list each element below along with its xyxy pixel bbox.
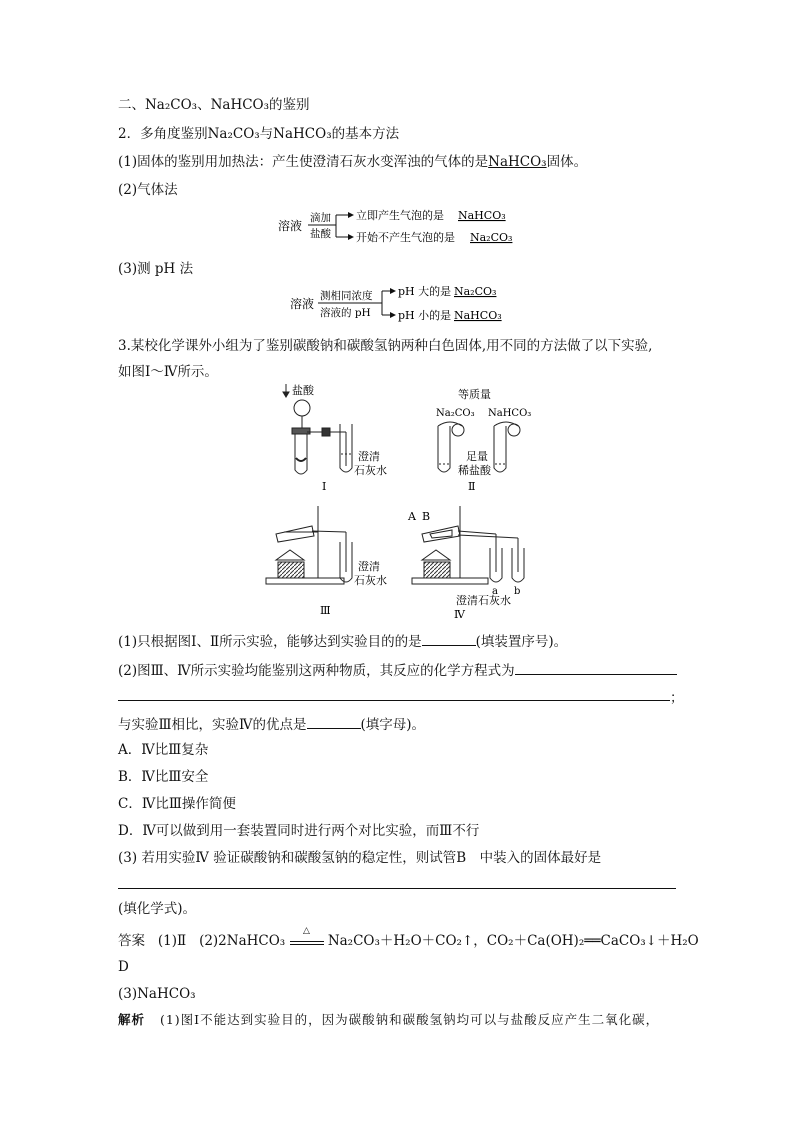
fig4-label-b-upper: B (422, 510, 431, 523)
gas-method-scheme (270, 203, 530, 251)
gas-arrow-bottom: 盐酸 (310, 228, 331, 240)
answer-3: (3)NaHCO₃ (118, 986, 196, 1002)
option-c: C．Ⅳ比Ⅲ操作简便 (118, 796, 236, 812)
m1-text: (1)固体的鉴别用加热法：产生使澄清石灰水变浑浊的气体的是 (118, 154, 489, 170)
ph-method-scheme (286, 281, 516, 329)
section-title: 二、Na₂CO₃、NaHCO₃的鉴别 (118, 97, 310, 113)
gas-result-1-answer: NaHCO₃ (458, 209, 506, 222)
q3-part1 (118, 631, 567, 651)
ph-result-1-answer: Na₂CO₃ (454, 285, 497, 298)
q3-part3: (3) 若用实验Ⅳ 验证碳酸钠和碳酸氢钠的稳定性，则试管B 中装入的固体最好是 (118, 850, 602, 866)
answer-2-pre: (2)2NaHCO₃ (199, 933, 286, 949)
fig4-lime: 澄清石灰水 (456, 594, 511, 607)
q3-part2b-text: 与实验Ⅲ相比，实验Ⅳ的优点是 (118, 717, 307, 733)
fig1-hcl-label: 盐酸 (292, 384, 314, 397)
fig2-equal-mass: 等质量 (458, 388, 491, 401)
q3-part2 (118, 660, 677, 680)
analysis-label: 解析 (118, 1012, 146, 1027)
q3-intro-line2: 如图Ⅰ～Ⅳ所示。 (118, 364, 218, 380)
ph-arrow-bottom: 溶液的 pH (320, 307, 371, 319)
fig3-number: Ⅲ (320, 604, 331, 617)
fig1-number: Ⅰ (322, 480, 327, 493)
fig2-acid-2: 稀盐酸 (458, 464, 491, 477)
q3-part1-text: (1)只根据图Ⅰ、Ⅱ所示实验，能够达到实验目的的是 (118, 634, 422, 650)
gas-start: 溶液 (278, 219, 303, 233)
heat-equal-sign (290, 926, 324, 945)
heat-triangle-icon: △ (303, 926, 310, 936)
m1-answer: NaHCO₃ (488, 154, 547, 170)
q3-part2-blank-1[interactable] (515, 660, 677, 675)
fig4-number: Ⅳ (454, 608, 465, 621)
fig3-lime-1: 澄清 (358, 560, 380, 573)
figure-1 (283, 384, 352, 474)
q3-part3-blank[interactable] (118, 888, 676, 889)
analysis-line (118, 1011, 659, 1029)
q2-method-heating (118, 153, 587, 171)
fig1-lime-2: 石灰水 (354, 464, 387, 477)
q3-part1-blank[interactable] (422, 631, 476, 646)
q3-intro-line1: 3.某校化学课外小组为了鉴别碳酸钠和碳酸氢钠两种白色固体,用不同的方法做了以下实验, (118, 338, 653, 354)
ph-result-2-answer: NaHCO₃ (454, 309, 502, 322)
gas-result-2-answer: Na₂CO₃ (470, 231, 513, 244)
fig2-na2co3: Na₂CO₃ (436, 408, 475, 419)
gas-result-1: 立即产生气泡的是 (356, 209, 444, 222)
q2-title: 2．多角度鉴别Na₂CO₃与NaHCO₃的基本方法 (118, 126, 400, 142)
answer-1: (1)Ⅱ (157, 933, 187, 949)
ph-arrow-top: 测相同浓度 (320, 290, 373, 302)
ph-start: 溶液 (290, 297, 315, 311)
q2-method-gas-title: (2)气体法 (118, 182, 178, 198)
gas-arrow-top: 滴加 (310, 212, 331, 224)
option-a: A．Ⅳ比Ⅲ复杂 (118, 742, 209, 758)
answer-2-d: D (118, 959, 129, 975)
q3-part2-blank-2[interactable] (118, 700, 670, 701)
q3-part1-tail: (填装置序号)。 (475, 634, 568, 650)
fig4-label-b: b (514, 586, 521, 597)
q3-part2b-blank[interactable] (307, 714, 361, 729)
answer-2-post: Na₂CO₃＋H₂O＋CO₂↑，CO₂＋Ca(OH)₂══CaCO₃↓＋H₂O (327, 933, 699, 949)
q3-part3-tail: (填化学式)。 (118, 901, 197, 917)
fig4-label-a: a (492, 586, 498, 597)
answer-line (118, 926, 699, 950)
option-b: B．Ⅳ比Ⅲ安全 (118, 769, 209, 785)
fig2-acid-1: 足量 (466, 450, 488, 463)
q3-part2b (118, 714, 425, 734)
experiment-figures (262, 382, 552, 622)
q2-method-ph-title: (3)测 pH 法 (118, 261, 194, 277)
fig1-lime-1: 澄清 (358, 450, 380, 463)
q3-part2-text: (2)图Ⅲ、Ⅳ所示实验均能鉴别这两种物质，其反应的化学方程式为 (118, 663, 515, 679)
q3-part2b-tail: (填字母)。 (360, 717, 426, 733)
m1-tail: 固体。 (546, 154, 588, 170)
figure-3 (266, 506, 352, 584)
option-d: D．Ⅳ可以做到用一套装置同时进行两个对比实验，而Ⅲ不行 (118, 823, 480, 839)
fig3-lime-2: 石灰水 (354, 574, 387, 587)
fig2-number: Ⅱ (468, 480, 476, 493)
fig4-label-a-upper: A (408, 510, 416, 523)
ph-result-2: pH 小的是 (398, 309, 452, 322)
q3-part2-semicolon: ； (670, 690, 684, 706)
fig2-nahco3: NaHCO₃ (488, 408, 532, 419)
analysis-text: (1)图Ⅰ不能达到实验目的，因为碳酸钠和碳酸氢钠均可以与盐酸反应产生二氧化碳， (159, 1012, 660, 1027)
gas-result-2: 开始不产生气泡的是 (356, 231, 455, 244)
ph-result-1: pH 大的是 (398, 285, 452, 298)
answer-label: 答案 (118, 933, 145, 949)
